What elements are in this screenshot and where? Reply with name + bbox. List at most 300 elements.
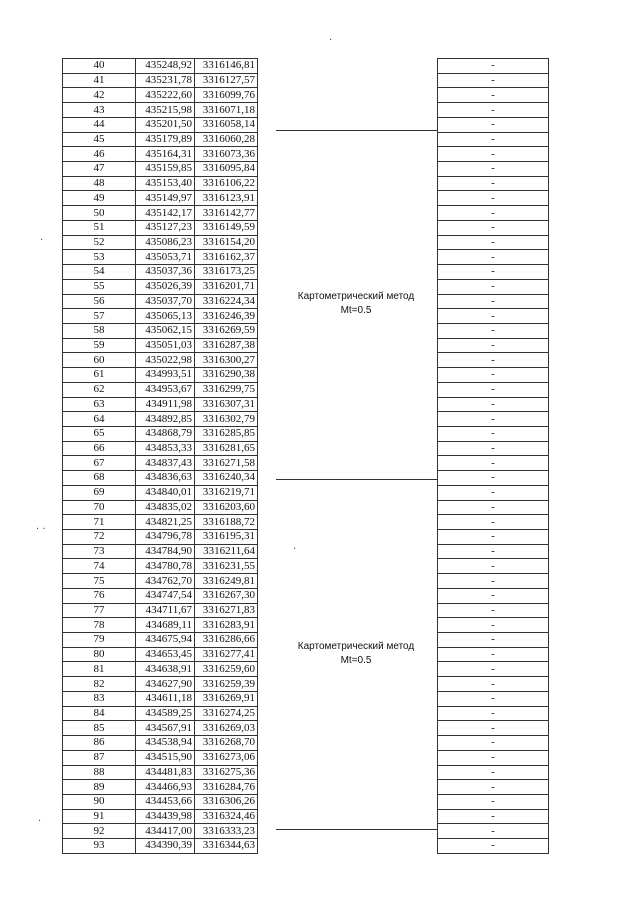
method-group-1 xyxy=(276,290,436,318)
x-coordinate-cell: 435222,60 xyxy=(136,88,195,103)
y-coordinate-cell: 3316173,25 xyxy=(195,265,258,280)
status-row xyxy=(438,677,549,692)
status-row xyxy=(438,103,549,118)
x-coordinate-cell: 434784,90 xyxy=(136,544,195,559)
status-cell: - xyxy=(438,647,549,662)
point-number-cell: 48 xyxy=(63,176,136,191)
point-number-cell: 90 xyxy=(63,794,136,809)
status-cell: - xyxy=(438,765,549,780)
y-coordinate-cell: 3316162,37 xyxy=(195,250,258,265)
x-coordinate-cell: 435159,85 xyxy=(136,162,195,177)
x-coordinate-cell: 434853,33 xyxy=(136,441,195,456)
y-coordinate-cell: 3316203,60 xyxy=(195,500,258,515)
status-row xyxy=(438,294,549,309)
table-row xyxy=(63,677,258,692)
status-table xyxy=(437,58,549,854)
point-number-cell: 64 xyxy=(63,412,136,427)
status-row xyxy=(438,662,549,677)
table-row xyxy=(63,132,258,147)
group-separator-middle xyxy=(276,479,437,480)
y-coordinate-cell: 3316275,36 xyxy=(195,765,258,780)
y-coordinate-cell: 3316307,31 xyxy=(195,397,258,412)
status-cell: - xyxy=(438,618,549,633)
y-coordinate-cell: 3316277,41 xyxy=(195,647,258,662)
table-row xyxy=(63,73,258,88)
y-coordinate-cell: 3316259,60 xyxy=(195,662,258,677)
status-cell: - xyxy=(438,412,549,427)
point-number-cell: 57 xyxy=(63,309,136,324)
scan-speck: · xyxy=(40,235,44,246)
x-coordinate-cell: 434780,78 xyxy=(136,559,195,574)
status-row xyxy=(438,839,549,854)
x-coordinate-cell: 434892,85 xyxy=(136,412,195,427)
status-cell: - xyxy=(438,750,549,765)
point-number-cell: 60 xyxy=(63,353,136,368)
point-number-cell: 52 xyxy=(63,235,136,250)
status-row xyxy=(438,220,549,235)
point-number-cell: 49 xyxy=(63,191,136,206)
point-number-cell: 85 xyxy=(63,721,136,736)
point-number-cell: 43 xyxy=(63,103,136,118)
y-coordinate-cell: 3316188,72 xyxy=(195,515,258,530)
status-row xyxy=(438,88,549,103)
table-row xyxy=(63,588,258,603)
status-row xyxy=(438,250,549,265)
status-row xyxy=(438,544,549,559)
scan-speck: · xyxy=(38,816,42,827)
table-row xyxy=(63,780,258,795)
table-row xyxy=(63,397,258,412)
status-cell: - xyxy=(438,677,549,692)
table-row xyxy=(63,265,258,280)
status-row xyxy=(438,559,549,574)
x-coordinate-cell: 434453,66 xyxy=(136,794,195,809)
status-cell: - xyxy=(438,794,549,809)
accuracy-label: Mt=0.5 xyxy=(340,305,372,316)
y-coordinate-cell: 3316287,38 xyxy=(195,338,258,353)
status-cell: - xyxy=(438,839,549,854)
y-coordinate-cell: 3316286,66 xyxy=(195,633,258,648)
table-row xyxy=(63,220,258,235)
accuracy-label: Mt=0.5 xyxy=(340,655,372,666)
status-row xyxy=(438,235,549,250)
y-coordinate-cell: 3316324,46 xyxy=(195,809,258,824)
point-number-cell: 91 xyxy=(63,809,136,824)
point-number-cell: 72 xyxy=(63,530,136,545)
status-cell: - xyxy=(438,824,549,839)
y-coordinate-cell: 3316284,76 xyxy=(195,780,258,795)
x-coordinate-cell: 434747,54 xyxy=(136,588,195,603)
x-coordinate-cell: 434515,90 xyxy=(136,750,195,765)
table-row xyxy=(63,382,258,397)
group-separator-top xyxy=(276,130,437,131)
x-coordinate-cell: 434840,01 xyxy=(136,485,195,500)
point-number-cell: 46 xyxy=(63,147,136,162)
table-row xyxy=(63,485,258,500)
table-row xyxy=(63,662,258,677)
y-coordinate-cell: 3316154,20 xyxy=(195,235,258,250)
x-coordinate-cell: 435053,71 xyxy=(136,250,195,265)
x-coordinate-cell: 435153,40 xyxy=(136,176,195,191)
status-cell: - xyxy=(438,588,549,603)
status-cell: - xyxy=(438,250,549,265)
table-row xyxy=(63,721,258,736)
x-coordinate-cell: 434711,67 xyxy=(136,603,195,618)
status-cell: - xyxy=(438,706,549,721)
x-coordinate-cell: 434611,18 xyxy=(136,691,195,706)
table-row xyxy=(63,412,258,427)
status-row xyxy=(438,691,549,706)
x-coordinate-cell: 435179,89 xyxy=(136,132,195,147)
point-number-cell: 61 xyxy=(63,368,136,383)
status-cell: - xyxy=(438,162,549,177)
x-coordinate-cell: 435149,97 xyxy=(136,191,195,206)
y-coordinate-cell: 3316267,30 xyxy=(195,588,258,603)
point-number-cell: 66 xyxy=(63,441,136,456)
scan-speck: · xyxy=(329,35,333,46)
table-row xyxy=(63,176,258,191)
status-row xyxy=(438,397,549,412)
x-coordinate-cell: 434390,39 xyxy=(136,839,195,854)
point-number-cell: 40 xyxy=(63,59,136,74)
table-row xyxy=(63,117,258,132)
y-coordinate-cell: 3316201,71 xyxy=(195,279,258,294)
status-cell: - xyxy=(438,59,549,74)
point-number-cell: 62 xyxy=(63,382,136,397)
point-number-cell: 78 xyxy=(63,618,136,633)
status-cell: - xyxy=(438,73,549,88)
point-number-cell: 79 xyxy=(63,633,136,648)
point-number-cell: 73 xyxy=(63,544,136,559)
table-row xyxy=(63,338,258,353)
point-number-cell: 56 xyxy=(63,294,136,309)
table-row xyxy=(63,736,258,751)
point-number-cell: 87 xyxy=(63,750,136,765)
point-number-cell: 71 xyxy=(63,515,136,530)
status-cell: - xyxy=(438,500,549,515)
status-row xyxy=(438,191,549,206)
y-coordinate-cell: 3316149,59 xyxy=(195,220,258,235)
point-number-cell: 42 xyxy=(63,88,136,103)
table-row xyxy=(63,691,258,706)
status-row xyxy=(438,456,549,471)
y-coordinate-cell: 3316299,75 xyxy=(195,382,258,397)
status-row xyxy=(438,765,549,780)
status-cell: - xyxy=(438,544,549,559)
status-cell: - xyxy=(438,633,549,648)
status-row xyxy=(438,73,549,88)
y-coordinate-cell: 3316240,34 xyxy=(195,471,258,486)
status-row xyxy=(438,147,549,162)
point-number-cell: 44 xyxy=(63,117,136,132)
status-row xyxy=(438,794,549,809)
status-row xyxy=(438,574,549,589)
point-number-cell: 84 xyxy=(63,706,136,721)
status-row xyxy=(438,618,549,633)
point-number-cell: 53 xyxy=(63,250,136,265)
status-row xyxy=(438,426,549,441)
point-number-cell: 86 xyxy=(63,736,136,751)
status-row xyxy=(438,588,549,603)
status-cell: - xyxy=(438,691,549,706)
status-row xyxy=(438,368,549,383)
status-cell: - xyxy=(438,88,549,103)
table-row xyxy=(63,559,258,574)
x-coordinate-cell: 434567,91 xyxy=(136,721,195,736)
table-row xyxy=(63,603,258,618)
table-row xyxy=(63,426,258,441)
status-cell: - xyxy=(438,353,549,368)
status-row xyxy=(438,176,549,191)
status-row xyxy=(438,59,549,74)
table-row xyxy=(63,544,258,559)
status-row xyxy=(438,633,549,648)
point-number-cell: 50 xyxy=(63,206,136,221)
y-coordinate-cell: 3316071,18 xyxy=(195,103,258,118)
status-row xyxy=(438,780,549,795)
status-cell: - xyxy=(438,574,549,589)
table-row xyxy=(63,353,258,368)
x-coordinate-cell: 435231,78 xyxy=(136,73,195,88)
status-row xyxy=(438,809,549,824)
status-cell: - xyxy=(438,809,549,824)
status-row xyxy=(438,721,549,736)
table-row xyxy=(63,824,258,839)
table-row xyxy=(63,294,258,309)
x-coordinate-cell: 435022,98 xyxy=(136,353,195,368)
table-row xyxy=(63,530,258,545)
point-number-cell: 63 xyxy=(63,397,136,412)
point-number-cell: 74 xyxy=(63,559,136,574)
y-coordinate-cell: 3316300,27 xyxy=(195,353,258,368)
status-cell: - xyxy=(438,485,549,500)
y-coordinate-cell: 3316285,85 xyxy=(195,426,258,441)
y-coordinate-cell: 3316268,70 xyxy=(195,736,258,751)
table-row xyxy=(63,839,258,854)
point-number-cell: 88 xyxy=(63,765,136,780)
table-row xyxy=(63,309,258,324)
status-row xyxy=(438,750,549,765)
status-cell: - xyxy=(438,220,549,235)
x-coordinate-cell: 434837,43 xyxy=(136,456,195,471)
y-coordinate-cell: 3316146,81 xyxy=(195,59,258,74)
point-number-cell: 58 xyxy=(63,323,136,338)
x-coordinate-cell: 435051,03 xyxy=(136,338,195,353)
status-cell: - xyxy=(438,265,549,280)
status-cell: - xyxy=(438,206,549,221)
point-number-cell: 47 xyxy=(63,162,136,177)
x-coordinate-cell: 434638,91 xyxy=(136,662,195,677)
status-cell: - xyxy=(438,382,549,397)
status-cell: - xyxy=(438,736,549,751)
point-number-cell: 59 xyxy=(63,338,136,353)
method-group-2 xyxy=(276,640,436,668)
y-coordinate-cell: 3316269,91 xyxy=(195,691,258,706)
status-row xyxy=(438,382,549,397)
status-cell: - xyxy=(438,117,549,132)
status-cell: - xyxy=(438,132,549,147)
y-coordinate-cell: 3316224,34 xyxy=(195,294,258,309)
x-coordinate-cell: 435037,70 xyxy=(136,294,195,309)
x-coordinate-cell: 435215,98 xyxy=(136,103,195,118)
status-row xyxy=(438,162,549,177)
x-coordinate-cell: 434868,79 xyxy=(136,426,195,441)
table-row xyxy=(63,441,258,456)
status-cell: - xyxy=(438,309,549,324)
point-number-cell: 41 xyxy=(63,73,136,88)
x-coordinate-cell: 434538,94 xyxy=(136,736,195,751)
y-coordinate-cell: 3316231,55 xyxy=(195,559,258,574)
point-number-cell: 89 xyxy=(63,780,136,795)
status-cell: - xyxy=(438,323,549,338)
status-row xyxy=(438,117,549,132)
x-coordinate-cell: 434953,67 xyxy=(136,382,195,397)
point-number-cell: 77 xyxy=(63,603,136,618)
x-coordinate-cell: 435248,92 xyxy=(136,59,195,74)
status-cell: - xyxy=(438,235,549,250)
scan-speck: · xyxy=(293,544,297,555)
y-coordinate-cell: 3316273,06 xyxy=(195,750,258,765)
status-cell: - xyxy=(438,471,549,486)
point-number-cell: 75 xyxy=(63,574,136,589)
y-coordinate-cell: 3316271,58 xyxy=(195,456,258,471)
status-row xyxy=(438,471,549,486)
table-row xyxy=(63,706,258,721)
y-coordinate-cell: 3316290,38 xyxy=(195,368,258,383)
y-coordinate-cell: 3316060,28 xyxy=(195,132,258,147)
point-number-cell: 81 xyxy=(63,662,136,677)
point-number-cell: 70 xyxy=(63,500,136,515)
x-coordinate-cell: 435142,17 xyxy=(136,206,195,221)
y-coordinate-cell: 3316283,91 xyxy=(195,618,258,633)
status-row xyxy=(438,824,549,839)
x-coordinate-cell: 435164,31 xyxy=(136,147,195,162)
x-coordinate-cell: 434466,93 xyxy=(136,780,195,795)
x-coordinate-cell: 434589,25 xyxy=(136,706,195,721)
x-coordinate-cell: 434675,94 xyxy=(136,633,195,648)
status-row xyxy=(438,485,549,500)
status-row xyxy=(438,265,549,280)
status-row xyxy=(438,206,549,221)
table-row xyxy=(63,250,258,265)
y-coordinate-cell: 3316259,39 xyxy=(195,677,258,692)
status-cell: - xyxy=(438,426,549,441)
table-row xyxy=(63,456,258,471)
table-row xyxy=(63,162,258,177)
status-cell: - xyxy=(438,368,549,383)
y-coordinate-cell: 3316281,65 xyxy=(195,441,258,456)
status-row xyxy=(438,279,549,294)
y-coordinate-cell: 3316344,63 xyxy=(195,839,258,854)
point-number-cell: 51 xyxy=(63,220,136,235)
status-row xyxy=(438,603,549,618)
status-cell: - xyxy=(438,103,549,118)
status-cell: - xyxy=(438,338,549,353)
table-row xyxy=(63,88,258,103)
status-cell: - xyxy=(438,147,549,162)
x-coordinate-cell: 434993,51 xyxy=(136,368,195,383)
y-coordinate-cell: 3316106,22 xyxy=(195,176,258,191)
status-row xyxy=(438,338,549,353)
x-coordinate-cell: 434417,00 xyxy=(136,824,195,839)
table-row xyxy=(63,147,258,162)
x-coordinate-cell: 434653,45 xyxy=(136,647,195,662)
y-coordinate-cell: 3316195,31 xyxy=(195,530,258,545)
status-cell: - xyxy=(438,279,549,294)
x-coordinate-cell: 434911,98 xyxy=(136,397,195,412)
y-coordinate-cell: 3316269,59 xyxy=(195,323,258,338)
point-number-cell: 55 xyxy=(63,279,136,294)
method-label: Картометрический метод xyxy=(297,291,415,302)
table-row xyxy=(63,191,258,206)
x-coordinate-cell: 435201,50 xyxy=(136,117,195,132)
table-row xyxy=(63,515,258,530)
table-row xyxy=(63,633,258,648)
point-number-cell: 68 xyxy=(63,471,136,486)
x-coordinate-cell: 435127,23 xyxy=(136,220,195,235)
point-number-cell: 69 xyxy=(63,485,136,500)
table-row xyxy=(63,323,258,338)
y-coordinate-cell: 3316249,81 xyxy=(195,574,258,589)
y-coordinate-cell: 3316211,64 xyxy=(195,544,258,559)
table-row xyxy=(63,103,258,118)
table-row xyxy=(63,574,258,589)
status-row xyxy=(438,412,549,427)
x-coordinate-cell: 435065,13 xyxy=(136,309,195,324)
x-coordinate-cell: 434627,90 xyxy=(136,677,195,692)
x-coordinate-cell: 434835,02 xyxy=(136,500,195,515)
y-coordinate-cell: 3316099,76 xyxy=(195,88,258,103)
status-table-body xyxy=(438,59,549,854)
method-label: Картометрический метод xyxy=(297,641,415,652)
x-coordinate-cell: 435086,23 xyxy=(136,235,195,250)
scan-speck: · · xyxy=(36,524,46,535)
x-coordinate-cell: 434796,78 xyxy=(136,530,195,545)
status-cell: - xyxy=(438,441,549,456)
status-cell: - xyxy=(438,559,549,574)
coordinates-table xyxy=(62,58,258,854)
table-row xyxy=(63,206,258,221)
status-row xyxy=(438,500,549,515)
y-coordinate-cell: 3316123,91 xyxy=(195,191,258,206)
x-coordinate-cell: 434439,98 xyxy=(136,809,195,824)
y-coordinate-cell: 3316095,84 xyxy=(195,162,258,177)
y-coordinate-cell: 3316274,25 xyxy=(195,706,258,721)
point-number-cell: 76 xyxy=(63,588,136,603)
status-row xyxy=(438,706,549,721)
point-number-cell: 80 xyxy=(63,647,136,662)
x-coordinate-cell: 435037,36 xyxy=(136,265,195,280)
x-coordinate-cell: 435026,39 xyxy=(136,279,195,294)
status-cell: - xyxy=(438,530,549,545)
status-cell: - xyxy=(438,603,549,618)
table-row xyxy=(63,368,258,383)
status-row xyxy=(438,515,549,530)
status-row xyxy=(438,323,549,338)
x-coordinate-cell: 434689,11 xyxy=(136,618,195,633)
status-cell: - xyxy=(438,294,549,309)
status-row xyxy=(438,309,549,324)
table-row xyxy=(63,750,258,765)
y-coordinate-cell: 3316269,03 xyxy=(195,721,258,736)
y-coordinate-cell: 3316127,57 xyxy=(195,73,258,88)
status-row xyxy=(438,441,549,456)
y-coordinate-cell: 3316306,26 xyxy=(195,794,258,809)
y-coordinate-cell: 3316058,14 xyxy=(195,117,258,132)
table-row xyxy=(63,471,258,486)
point-number-cell: 93 xyxy=(63,839,136,854)
status-cell: - xyxy=(438,780,549,795)
